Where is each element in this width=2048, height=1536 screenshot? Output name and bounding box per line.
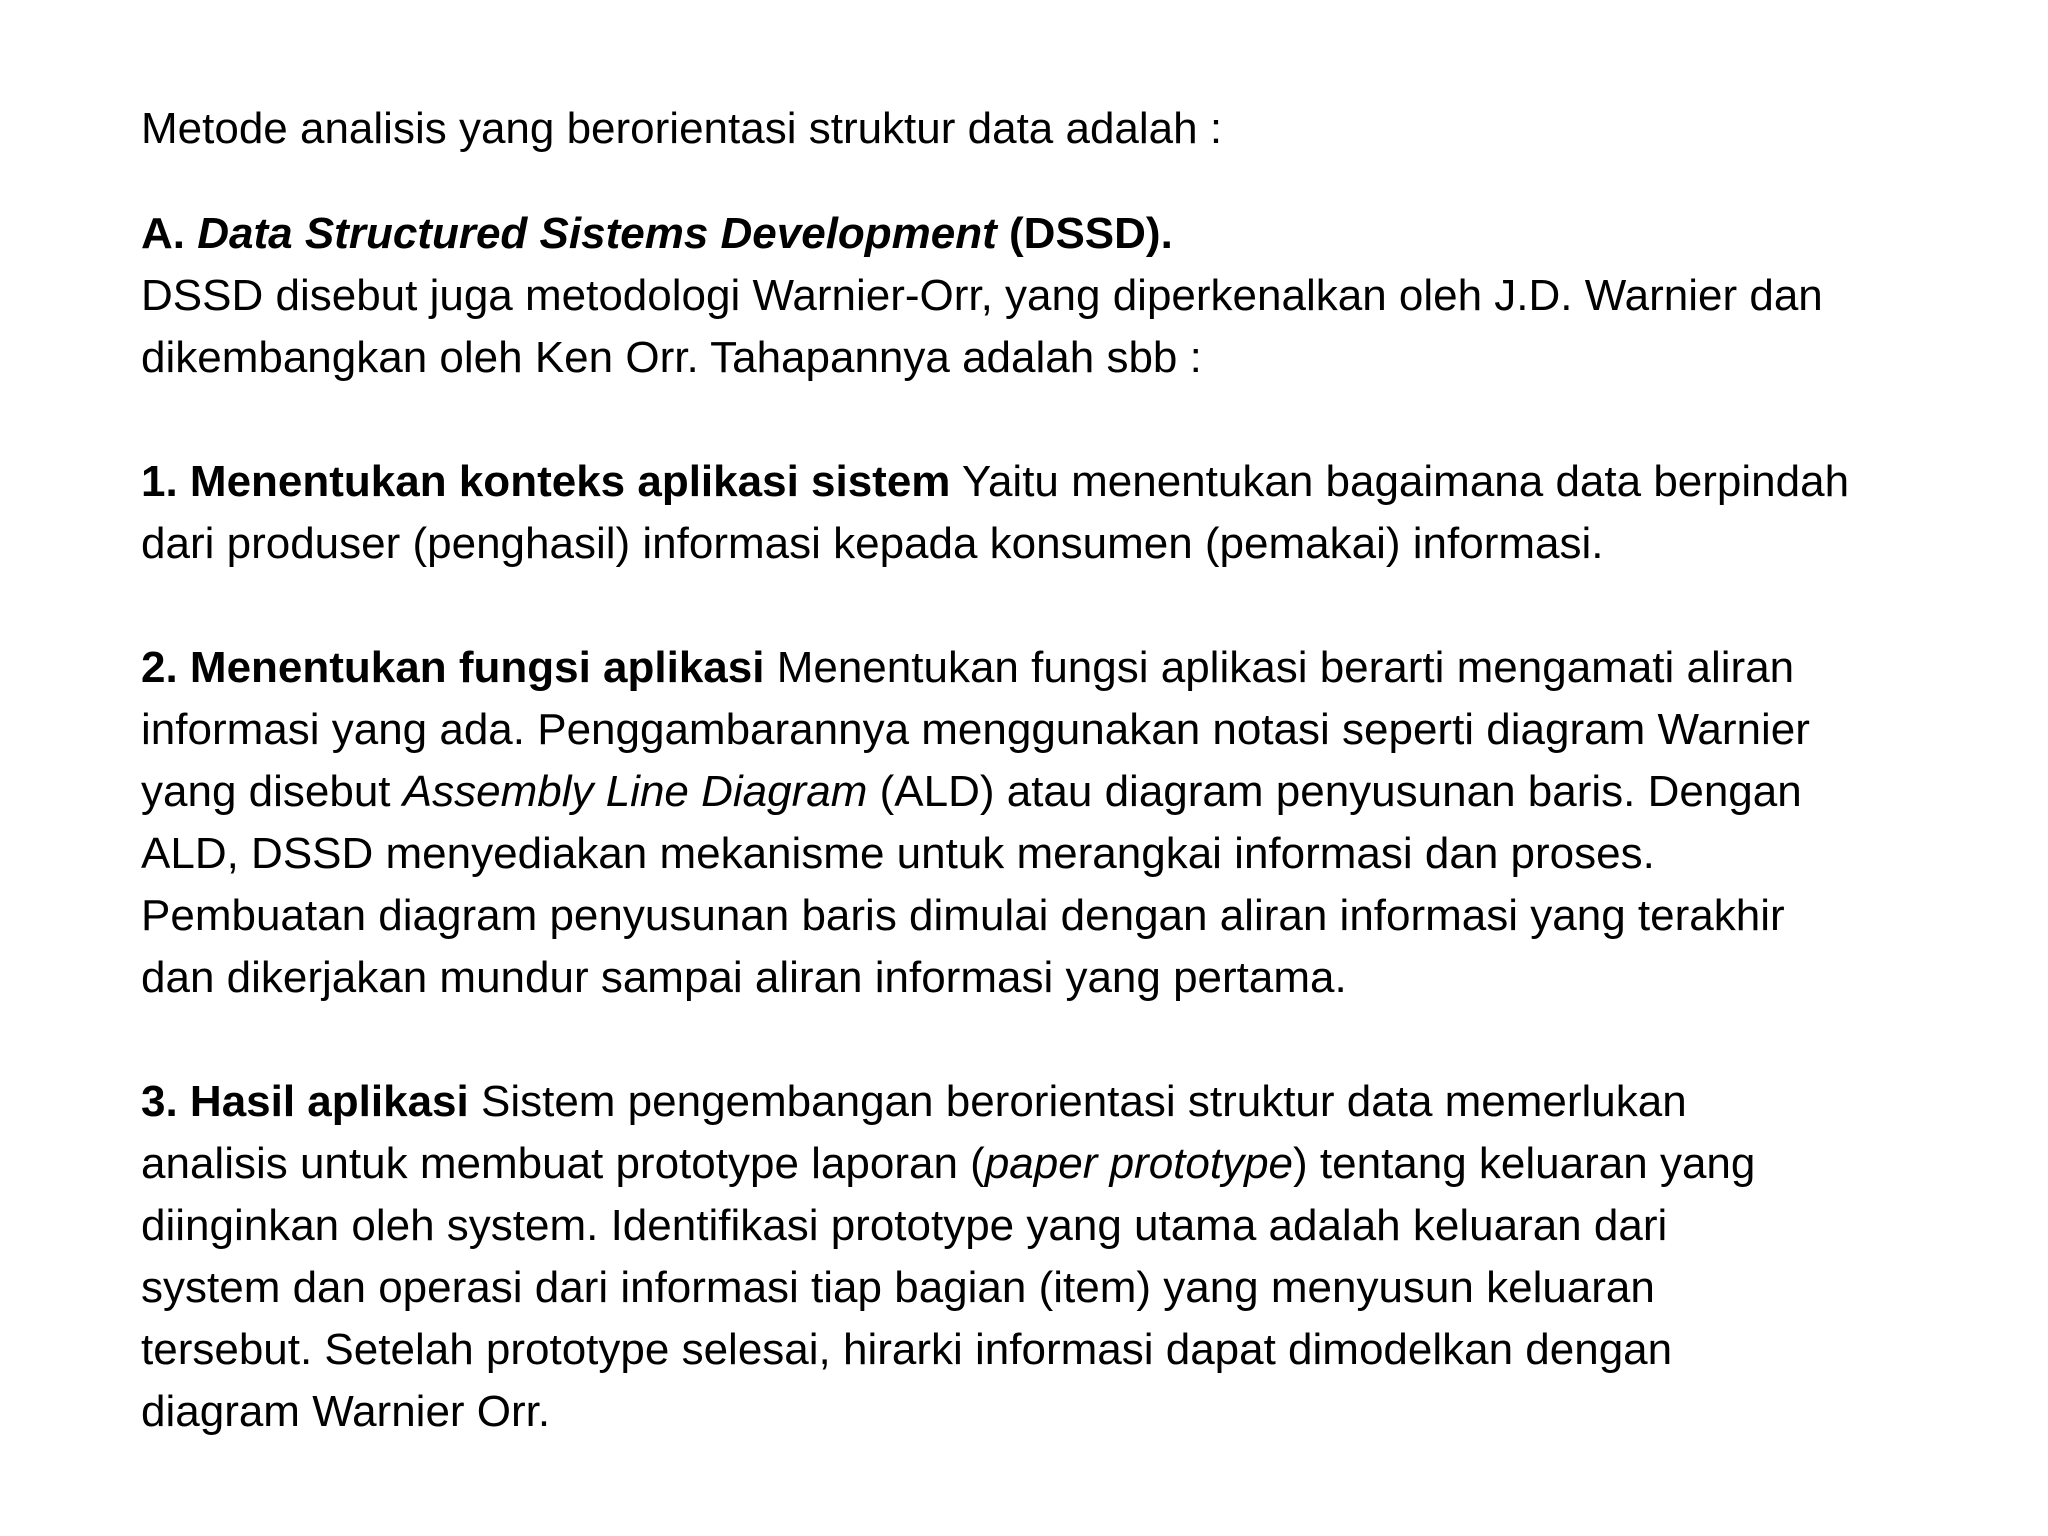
slide-content	[141, 98, 1941, 1443]
step-2-text: Menentukan fungsi aplikasi berarti mengamati aliran	[764, 643, 1795, 692]
step-2-line-3-pre: yang disebut	[141, 767, 403, 816]
step-2-line-3	[141, 761, 1941, 823]
step-1-title: 1. Menentukan konteks aplikasi sistem	[141, 457, 951, 506]
section-a-line-1: DSSD disebut juga metodologi Warnier-Orr, yang diperkenalkan oleh J.D. Warnier dan	[141, 271, 1823, 320]
section-a-title: Data Structured Sistems Development	[197, 209, 997, 258]
step-3-text: Sistem pengembangan berorientasi struktur data memerlukan	[468, 1077, 1687, 1126]
step-3-line-1	[141, 1071, 1941, 1133]
step-3-line-2-post: ) tentang keluaran yang	[1293, 1139, 1756, 1188]
intro-text	[141, 98, 1941, 160]
step-2	[141, 637, 1941, 1009]
intro-line: Metode analisis yang berorientasi struktur data adalah :	[141, 104, 1223, 153]
step-3-line-5: tersebut. Setelah prototype selesai, hirarki informasi dapat dimodelkan dengan	[141, 1325, 1673, 1374]
step-2-line-3-post: (ALD) atau diagram penyusunan baris. Dengan	[867, 767, 1802, 816]
step-2-line-1	[141, 637, 1941, 699]
step-1	[141, 451, 1941, 575]
step-1-text: Yaitu menentukan bagaimana data berpindah	[950, 457, 1850, 506]
step-2-line-6: dan dikerjakan mundur sampai aliran informasi yang pertama.	[141, 953, 1347, 1002]
step-3	[141, 1071, 1941, 1443]
section-a	[141, 203, 1941, 389]
step-2-line-4: ALD, DSSD menyediakan mekanisme untuk merangkai informasi dan proses.	[141, 829, 1655, 878]
step-2-line-2: informasi yang ada. Penggambarannya menggunakan notasi seperti diagram Warnier	[141, 705, 1810, 754]
step-3-line-2-pre: analisis untuk membuat prototype laporan (	[141, 1139, 985, 1188]
step-2-title: 2. Menentukan fungsi aplikasi	[141, 643, 765, 692]
step-3-line-2	[141, 1133, 1941, 1195]
step-2-line-5: Pembuatan diagram penyusunan baris dimulai dengan aliran informasi yang terakhir	[141, 891, 1785, 940]
step-3-line-4: system dan operasi dari informasi tiap bagian (item) yang menyusun keluaran	[141, 1263, 1655, 1312]
step-3-line-3: diinginkan oleh system. Identifikasi prototype yang utama adalah keluaran dari	[141, 1201, 1668, 1250]
step-3-paper-prototype-term: paper prototype	[984, 1139, 1294, 1188]
section-a-suffix: (DSSD).	[996, 209, 1173, 258]
step-1-line-2: dari produser (penghasil) informasi kepada konsumen (pemakai) informasi.	[141, 519, 1604, 568]
step-2-ald-term: Assembly Line Diagram	[402, 767, 868, 816]
step-1-line-1	[141, 451, 1941, 513]
section-a-heading	[141, 203, 1941, 265]
section-a-prefix: A.	[141, 209, 198, 258]
step-3-title: 3. Hasil aplikasi	[141, 1077, 469, 1126]
step-3-line-6: diagram Warnier Orr.	[141, 1387, 551, 1436]
section-a-line-2: dikembangkan oleh Ken Orr. Tahapannya adalah sbb :	[141, 333, 1202, 382]
